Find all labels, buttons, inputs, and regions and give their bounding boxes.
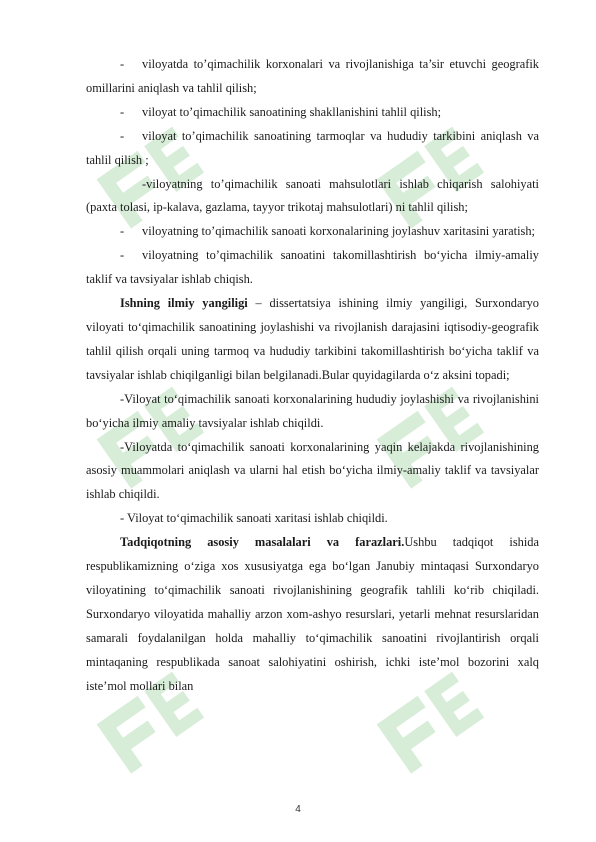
dash-marker: - bbox=[120, 224, 125, 239]
list-item-text: viloyatda to’qimachilik korxonalari va rivojlanishiga ta’sir etuvchi geografik omillarini aniqlash va tahlil qilish; bbox=[86, 57, 539, 95]
list-item-text: viloyat to’qimachilik sanoatining tarmoqlar va hududiy tarkibini aniqlash va tahlil qilish ; bbox=[86, 128, 539, 167]
section-heading: Tadqiqotning asosiy masalalari va farazlari. bbox=[120, 535, 405, 550]
list-item bbox=[86, 101, 539, 125]
list-item bbox=[86, 173, 539, 221]
page-body bbox=[86, 53, 539, 698]
list-item-text: viloyatning to’qimachilik sanoatini takomillashtirish bo‘yicha ilmiy-amaliy taklif va tavsiyalar ishlab chiqish. bbox=[86, 248, 539, 287]
paragraph-tasks bbox=[86, 531, 539, 698]
list-item bbox=[86, 220, 539, 244]
paragraph: -Viloyat to‘qimachilik sanoati korxonalarining hududiy joylashishi va rivojlanishini bo‘yicha ilmiy amaliy tavsiyalar ishlab chiqildi. bbox=[86, 391, 539, 430]
paragraph-text: Ushbu tadqiqot ishida respublikamizning o‘ziga xos xususiyatga ega bo‘lgan Janubiy mintaqasi Surxondaryo viloyatining to‘qimachilik sanoati rivojlanishining geografik tahlili ko‘rib chiqiladi. Surxondaryo viloyatida mahalliy arzon xom-ashyo resurslari, yetarli mehnat resurslaridan samarali foydalanilgan holda mahalliy to‘qimachilik sanoatini rivojlantirish orqali mintaqaning respublikada sanoat salohiyatini oshirish, ichki iste’mol bozorini xalq iste’mol mollari bilan bbox=[86, 535, 540, 693]
section-heading: Ishning ilmiy yangiligi bbox=[120, 296, 248, 311]
list-item-text: viloyatning to’qimachilik sanoati korxonalarining joylashuv xaritasini yaratish; bbox=[142, 224, 535, 239]
dash-marker: - bbox=[120, 57, 125, 71]
dash-marker: - bbox=[120, 104, 125, 119]
paragraph-novelty bbox=[86, 292, 539, 388]
list-item bbox=[86, 125, 539, 173]
dash-marker: - bbox=[120, 128, 125, 143]
page-number: 4 bbox=[295, 804, 301, 815]
paragraph-text: – dissertatsiya ishining ilmiy yangiligi, Surxondaryo viloyati to‘qimachilik sanoatining joylashishi va rivojlanish darajasini iqtisodiy-geografik tahlil qilish orqali uning tarmoq va hududiy tarkibini takomillashtirish bo‘yicha taklif va tavsiyalar ishlab chiqilganligi bilan belgilanadi.Bular quyidagilarda o‘z aksini topadi; bbox=[86, 296, 539, 382]
list-item-text: -viloyatning to’qimachilik sanoati mahsulotlari ishlab chiqarish salohiyati (paxta tolasi, ip-kalava, gazlama, tayyor trikotaj mahsulotlari) ni tahlil qilish; bbox=[86, 176, 539, 215]
list-item bbox=[86, 53, 539, 101]
dash-marker: - bbox=[120, 248, 125, 263]
list-item bbox=[86, 244, 539, 292]
list-item-text: viloyat to’qimachilik sanoatining shakllanishini tahlil qilish; bbox=[142, 104, 442, 119]
paragraph: - Viloyat to‘qimachilik sanoati xaritasi ishlab chiqildi. bbox=[120, 511, 388, 526]
paragraph: -Viloyatda to‘qimachilik sanoati korxonalarining yaqin kelajakda rivojlanishining asosiy muammolari aniqlash va ularni hal etish bo‘yicha ilmiy-amaliy taklif va tavsiyalar ishlab chiqildi. bbox=[86, 439, 539, 502]
